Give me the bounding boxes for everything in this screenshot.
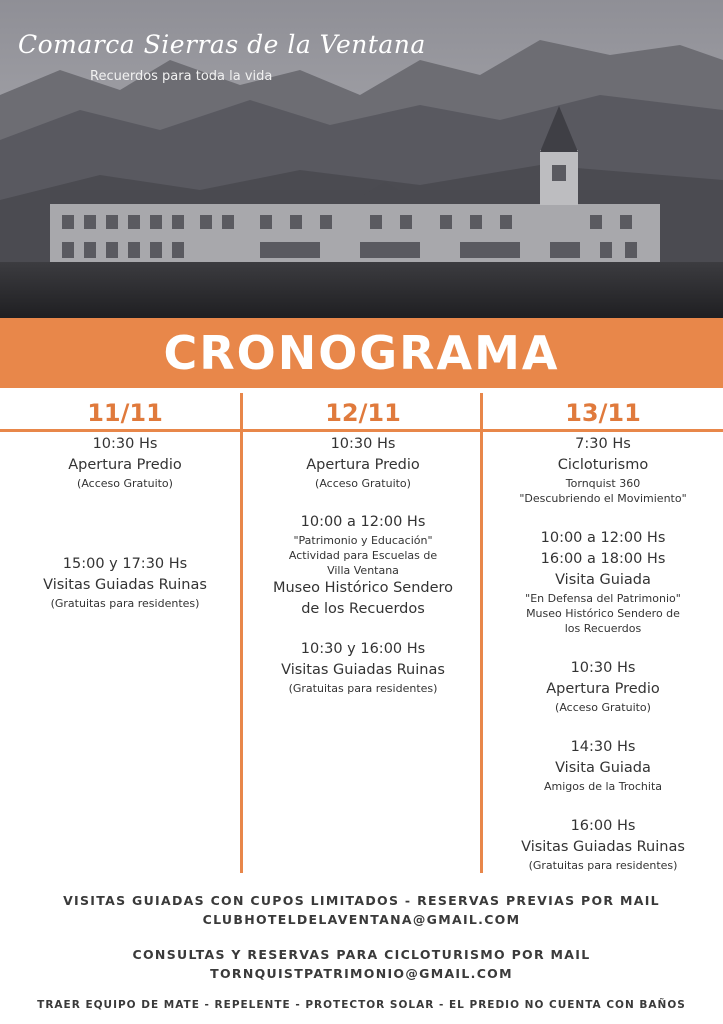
event-note: (Acceso Gratuito)	[315, 477, 411, 490]
column-date-1: 11/11	[87, 399, 163, 427]
event-note: Actividad para Escuelas de	[288, 549, 438, 562]
brand-tagline: Recuerdos para toda la vida	[90, 69, 273, 84]
event-title: Museo Histórico Sendero	[272, 580, 454, 596]
event-note: (Gratuitas para residentes)	[50, 597, 200, 610]
header-photo	[0, 0, 723, 318]
event-item	[243, 512, 483, 620]
event-note: (Gratuitas para residentes)	[288, 682, 438, 695]
footer-cycling-email: TORNQUISTPATRIMONIO@GMAIL.COM	[210, 966, 513, 981]
event-item	[483, 434, 723, 506]
event-note: Tornquist 360	[565, 477, 641, 490]
event-note: (Gratuitas para residentes)	[528, 859, 678, 872]
event-note: Museo Histórico Sendero de	[526, 607, 680, 620]
footer-cycling	[0, 945, 723, 983]
event-item	[483, 816, 723, 873]
event-title: de los Recuerdos	[301, 601, 425, 617]
event-time: 10:30 Hs	[92, 436, 158, 452]
event-note: "Patrimonio y Educación"	[293, 534, 433, 547]
event-title: Cicloturismo	[557, 457, 649, 473]
event-item	[483, 658, 723, 715]
footer-recommendations: TRAER EQUIPO DE MATE - REPELENTE - PROTECTOR SOLAR - EL PREDIO NO CUENTA CON BAÑOS	[37, 999, 686, 1011]
event-note: (Acceso Gratuito)	[77, 477, 173, 490]
event-time: 16:00 a 18:00 Hs	[540, 551, 666, 567]
event-title: Visita Guiada	[555, 572, 651, 588]
event-time: 10:00 a 12:00 Hs	[540, 530, 666, 546]
event-time: 16:00 Hs	[570, 818, 636, 834]
event-item	[483, 528, 723, 636]
event-title: Apertura Predio	[68, 457, 182, 473]
title-banner	[0, 318, 723, 388]
footer-cycling-text: CONSULTAS Y RESERVAS PARA CICLOTURISMO POR MAIL	[132, 947, 591, 962]
event-note: "Descubriendo el Movimiento"	[519, 492, 687, 505]
event-item	[243, 639, 483, 696]
brand-logo-text: Comarca Sierras de la Ventana	[18, 30, 426, 59]
column-date-2: 12/11	[325, 399, 401, 427]
event-time: 10:30 Hs	[570, 660, 636, 676]
event-time: 10:30 Hs	[330, 436, 396, 452]
event-title: Visitas Guiadas Ruinas	[43, 577, 207, 593]
event-item	[243, 434, 483, 491]
footer-reservations	[0, 891, 723, 929]
event-title: Apertura Predio	[546, 681, 660, 697]
event-note: (Acceso Gratuito)	[555, 701, 651, 714]
footer-reservations-email: CLUBHOTELDELAVENTANA@GMAIL.COM	[202, 912, 521, 927]
event-note: los Recuerdos	[564, 622, 642, 635]
event-item	[5, 434, 245, 491]
event-title: Visitas Guiadas Ruinas	[521, 839, 685, 855]
event-time: 10:00 a 12:00 Hs	[300, 514, 426, 530]
event-title: Visita Guiada	[555, 760, 651, 776]
event-time: 10:30 y 16:00 Hs	[300, 641, 426, 657]
event-title: Visitas Guiadas Ruinas	[281, 662, 445, 678]
event-time: 14:30 Hs	[570, 739, 636, 755]
event-note: "En Defensa del Patrimonio"	[525, 592, 681, 605]
event-time: 7:30 Hs	[575, 436, 631, 452]
event-item	[5, 554, 245, 611]
column-date-3: 13/11	[565, 399, 641, 427]
event-title: Apertura Predio	[306, 457, 420, 473]
event-note: Villa Ventana	[327, 564, 399, 577]
event-time: 15:00 y 17:30 Hs	[62, 556, 188, 572]
footer-reservations-text: VISITAS GUIADAS CON CUPOS LIMITADOS - RESERVAS PREVIAS POR MAIL	[63, 893, 660, 908]
event-item	[483, 737, 723, 794]
page-title: CRONOGRAMA	[163, 326, 560, 380]
event-note: Amigos de la Trochita	[543, 780, 663, 793]
